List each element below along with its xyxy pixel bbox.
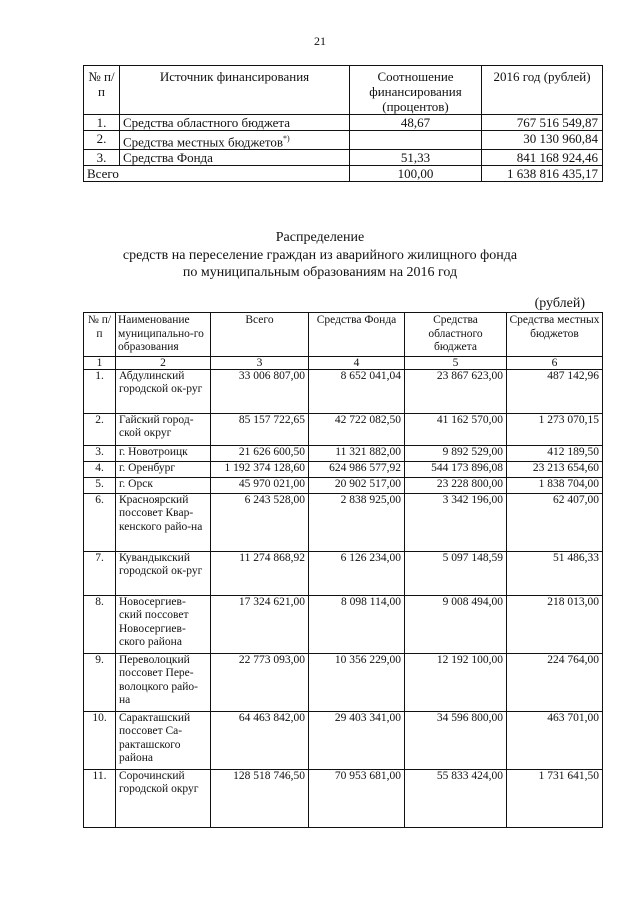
row-num: 11. [84,769,116,827]
table-row [84,445,603,461]
header-num: № п/п [84,313,116,357]
table-row [84,477,603,493]
header-total: Всего [211,313,309,357]
row-total: 21 626 600,50 [211,445,309,461]
table-row [84,461,603,477]
row-total: 11 274 868,92 [211,551,309,595]
row-total: 1 192 374 128,60 [211,461,309,477]
row-name: Саракташский поссовет Са-ракташского района [116,711,211,769]
row-total: 6 243 528,00 [211,493,309,551]
row-fund: 11 321 882,00 [309,445,405,461]
footnote-mark: *) [283,134,290,143]
table-row [84,493,603,551]
total-ratio: 100,00 [350,166,482,182]
row-regional: 12 192 100,00 [405,653,507,711]
row-num: 1. [84,369,116,413]
row-local: 62 407,00 [507,493,603,551]
row-regional: 23 867 623,00 [405,369,507,413]
row-regional: 9 892 529,00 [405,445,507,461]
row-fund: 29 403 341,00 [309,711,405,769]
row-local: 1 731 641,50 [507,769,603,827]
row-name: Сорочинский городской округ [116,769,211,827]
row-num: 7. [84,551,116,595]
row-amount: 841 168 924,46 [482,150,603,166]
row-local: 224 764,00 [507,653,603,711]
row-fund: 624 986 577,92 [309,461,405,477]
table-row [84,551,603,595]
financing-total-row [84,166,603,182]
row-local: 487 142,96 [507,369,603,413]
column-index: 1 [84,356,116,369]
row-fund: 42 722 082,50 [309,413,405,445]
header-local: Средства местных бюджетов [507,313,603,357]
row-fund: 10 356 229,00 [309,653,405,711]
row-ratio [350,131,482,150]
row-regional: 34 596 800,00 [405,711,507,769]
header-num: № п/п [84,66,120,115]
row-local: 412 189,50 [507,445,603,461]
row-amount: 767 516 549,87 [482,115,603,131]
row-num: 9. [84,653,116,711]
row-fund: 70 953 681,00 [309,769,405,827]
row-source: Средства областного бюджета [120,115,350,131]
row-total: 45 970 021,00 [211,477,309,493]
row-num: 10. [84,711,116,769]
table-row [84,769,603,827]
row-fund: 8 652 041,04 [309,369,405,413]
distribution-table [83,312,603,828]
row-name: Новосергиев-ский поссовет Новосергиев-ского района [116,595,211,653]
distribution-header-row [84,313,603,357]
row-local: 218 013,00 [507,595,603,653]
total-label: Всего [84,166,350,182]
row-fund: 2 838 925,00 [309,493,405,551]
row-local: 1 273 070,15 [507,413,603,445]
row-num: 6. [84,493,116,551]
row-regional: 9 008 494,00 [405,595,507,653]
row-num: 4. [84,461,116,477]
table-row [84,595,603,653]
row-name: Переволоцкий поссовет Пере-волоцкого райо-на [116,653,211,711]
row-ratio: 51,33 [350,150,482,166]
column-index: 6 [507,356,603,369]
table-row [84,711,603,769]
row-source: Средства Фонда [120,150,350,166]
row-num: 8. [84,595,116,653]
row-num: 5. [84,477,116,493]
row-name: г. Оренбург [116,461,211,477]
column-index: 5 [405,356,507,369]
row-name: Кувандыкский городской ок-руг [116,551,211,595]
header-fund: Средства Фонда [309,313,405,357]
header-name: Наименование муниципально-го образования [116,313,211,357]
row-regional: 544 173 896,08 [405,461,507,477]
financing-row [84,150,603,166]
row-amount: 30 130 960,84 [482,131,603,150]
row-fund: 8 098 114,00 [309,595,405,653]
total-amount: 1 638 816 435,17 [482,166,603,182]
row-source-cell [120,131,350,150]
header-regional: Средства областного бюджета [405,313,507,357]
financing-row [84,115,603,131]
table-row [84,369,603,413]
row-local: 51 486,33 [507,551,603,595]
column-index: 3 [211,356,309,369]
row-fund: 6 126 234,00 [309,551,405,595]
row-local: 463 701,00 [507,711,603,769]
row-source: Средства местных бюджетов [123,134,284,150]
header-source: Источник финансирования [120,66,350,115]
column-index-row [84,356,603,369]
row-total: 64 463 842,00 [211,711,309,769]
table-row [84,413,603,445]
financing-table [83,65,603,182]
row-total: 17 324 621,00 [211,595,309,653]
row-name: Абдулинский городской ок-руг [116,369,211,413]
page-number: 21 [314,34,326,48]
row-total: 33 006 807,00 [211,369,309,413]
row-name: г. Орск [116,477,211,493]
row-total: 85 157 722,65 [211,413,309,445]
row-regional: 5 097 148,59 [405,551,507,595]
row-regional: 3 342 196,00 [405,493,507,551]
distribution-title-line1: Распределение [275,230,365,245]
row-fund: 20 902 517,00 [309,477,405,493]
header-amount: 2016 год (рублей) [482,66,603,115]
financing-row [84,131,603,150]
header-ratio: Соотношение финансирования (процентов) [350,66,482,115]
row-num: 2. [84,413,116,445]
row-name: Красноярский поссовет Квар-кенского райо-на [116,493,211,551]
table-row [84,653,603,711]
row-name: Гайский город-ской округ [116,413,211,445]
row-name: г. Новотроицк [116,445,211,461]
distribution-title-line3: по муниципальным образованиям на 2016 год [182,265,458,280]
row-total: 128 518 746,50 [211,769,309,827]
row-num: 1. [84,115,120,131]
row-ratio: 48,67 [350,115,482,131]
column-index: 2 [116,356,211,369]
row-num: 3. [84,150,120,166]
row-num: 2. [84,131,120,150]
row-regional: 23 228 800,00 [405,477,507,493]
row-local: 23 213 654,60 [507,461,603,477]
column-index: 4 [309,356,405,369]
unit-label: (рублей) [534,296,585,311]
distribution-title-line2: средств на переселение граждан из аварийного жилищного фонда [122,248,518,263]
row-local: 1 838 704,00 [507,477,603,493]
row-num: 3. [84,445,116,461]
financing-header-row [84,66,603,115]
row-regional: 55 833 424,00 [405,769,507,827]
row-total: 22 773 093,00 [211,653,309,711]
row-regional: 41 162 570,00 [405,413,507,445]
